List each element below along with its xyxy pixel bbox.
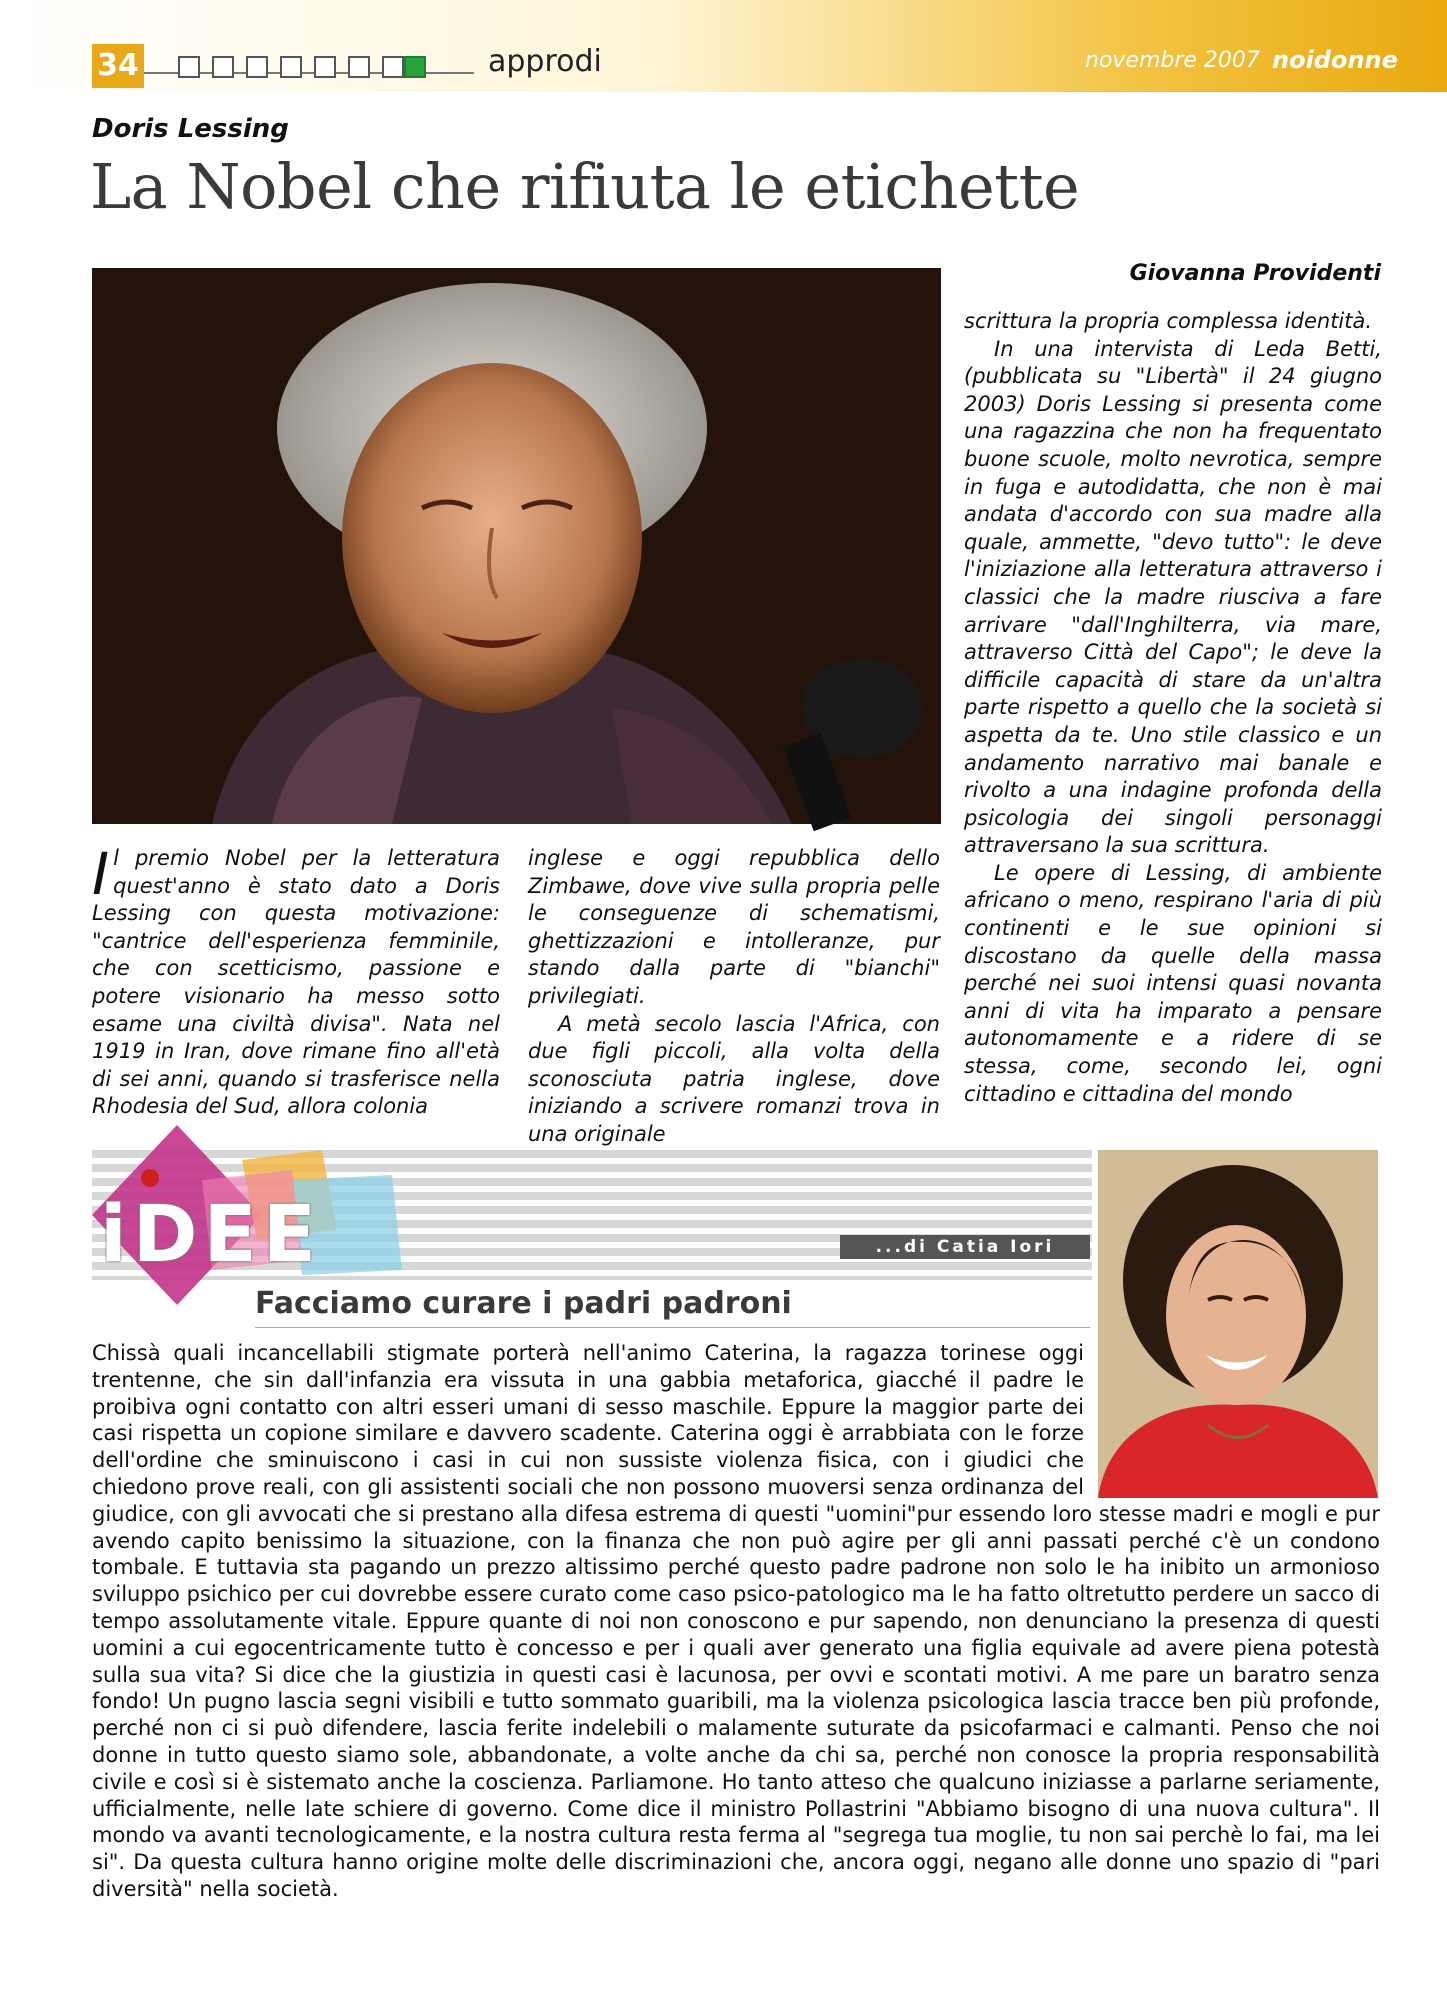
article-col2-paragraph: inglese e oggi repubblica dello Zimbawe, dove vive sulla propria pelle le conseguenze di schematismi, ghettizzazioni e intolleranze, pur stando dalla parte di "bianchi" privilegiati. [528,846,940,1008]
article-byline: Giovanna Providenti [1129,261,1381,286]
article-kicker: Doris Lessing [92,114,289,144]
article-col2-paragraph: A metà secolo lascia l'Africa, con due figli piccoli, alla volta della sconosciuta patria inglese, dove iniziando a scrivere romanzi trova in una originale [528,1011,940,1146]
idee-logo-text: iDEE [100,1190,323,1280]
page-number: 34 [92,44,144,88]
article-title: La Nobel che rifiuta le etichette [90,150,1080,223]
header-square [178,56,200,78]
article-column-1 [92,840,500,1119]
portrait-illustration [92,268,941,824]
header-square [246,56,268,78]
magazine-name: noidonne [1272,46,1398,74]
section-name: approdi [488,44,602,79]
header-square [212,56,234,78]
column-title-rule [255,1327,1090,1328]
header-square [382,56,404,78]
article-col3-paragraph: In una intervista di Leda Betti, (pubblicata su "Libertà" il 24 giugno 2003) Doris Lessing si presenta come una ragazzina che non ha frequentato buone scuole, molto nevrotica, sempre in fuga e autodidatta, che non è mai andata d'accordo con sua madre alla quale, ammette, "devo tutto": le deve l'iniziazione alla letteratura attraverso i classici che la madre riusciva a fare arrivare "dall'Inghilterra, via mare, attraverso Città del Capo"; le deve la difficile capacità di stare da un'altra parte rispetto a quello che la società si aspetta da te. Uno stile classico e un andamento narrativo mai banale e rivolto a una indagine profonda della psicologia dei singoli personaggi attraversano la sua scrittura. [964,336,1382,858]
article-col3-paragraph: scrittura la propria complessa identità. [964,309,1373,333]
column-title: Facciamo curare i padri padroni [255,1286,792,1321]
column-body [92,1340,1380,1900]
article-column-3 [964,308,1382,1106]
photo-float-spacer [1084,1340,1380,1498]
issue-date: novembre 2007 [1085,48,1260,73]
doris-lessing-photo [92,268,941,824]
column-body-text: Chissà quali incancellabili stigmate porterà nell'animo Caterina, la ragazza torinese oggi trentenne, che sin dall'infanzia era vissuta in una gabbia metaforica, giacché il padre le proibiva ogni contatto con altri esseri umani di sesso maschile. Eppure la maggior parte dei casi rispetta un copione similare e davvero scadente. Caterina oggi è arrabbiata con le forze dell'ordine che sminuiscono i casi in cui non sussiste violenza fisica, con i giudici che chiedono prove reali, con gli assistenti sociali che non possono muoversi senza ordinanza del giudice, con gli avvocati che si prestano alla difesa estrema di questi "uomini"pur essendo loro stesse madri e mogli e pur avendo capito benissimo la situazione, con la finanza che non può agire per gli anni passati perché c'è un condono tombale. E tuttavia sta pagando un prezzo altissimo perché questo padre padrone non solo le ha inibito un armonioso sviluppo psichico per cui dovrebbe essere curato come caso psico-patologico ma le ha fatto oltretutto perdere un sacco di tempo assolutamente vitale. Eppure quante di noi non conoscono e pur sapendo, non denunciano la presenza di questi uomini a cui egocentricamente tutto è concesso e per i quali aver generato una figlia equivale ad avere piena potestà sulla sua vita? Si dice che la giustizia in questi casi è lacunosa, per ovvi e scontati motivi. A me pare un baratro senza fondo! Un pugno lascia segni visibili e tutto sommato guaribili, ma la violenza psicologica lascia tracce ben più profonde, perché non ci si può difendere, lascia ferite indelebili o malamente suturate da psicofarmaci e calmanti. Penso che noi donne in tutto questo siamo sole, abbandonate, a volte anche da chi sa, perché non conosce la propria responsabilità civile e così si è sistemato anche la coscienza. Parliamone. Ho tanto atteso che qualcuno iniziasse a parlarne seriamente, ufficialmente, nelle late schiere di governo. Come dice il ministro Pollastrini "Abbiamo bisogno di una nuova cultura". Il mondo va avanti tecnologicamente, e la nostra cultura resta ferma al "segrega tua moglie, tu non sai perchè lo fai, ma lei si". Da questa cultura hanno origine molte delle discriminazioni che, ancora oggi, negano alle donne uno spazio di "pari diversità" nella società. [92,1341,1380,1901]
column-author-tag: ...di Catia Iori [840,1235,1090,1259]
header-square [348,56,370,78]
header-square [280,56,302,78]
article-col1-text: l premio Nobel per la letteratura quest'anno è stato dato a Doris Lessing con questa motivazione: "cantrice dell'esperienza femminile, che con scetticismo, passione e potere visionario ha messo sotto esame una civiltà divisa". Nata nel 1919 in Iran, dove rimane fino all'età di sei anni, quando si trasferisce nella Rhodesia del Sud, allora colonia [92,846,500,1119]
article-column-2 [528,845,940,1146]
header-square-active [404,56,426,78]
header-band [0,0,1447,92]
article-col3-paragraph: Le opere di Lessing, di ambiente africano o meno, respirano l'aria di più continenti e le sue opinioni si discostano da quelle della massa perché nei suoi intensi quasi novanta anni di vita ha imparato a pensare autonomamente e a ridere di se stessa, come, secondo lei, ogni cittadino e cittadina del mondo [964,860,1382,1106]
header-square [314,56,336,78]
drop-cap: I [92,840,110,908]
